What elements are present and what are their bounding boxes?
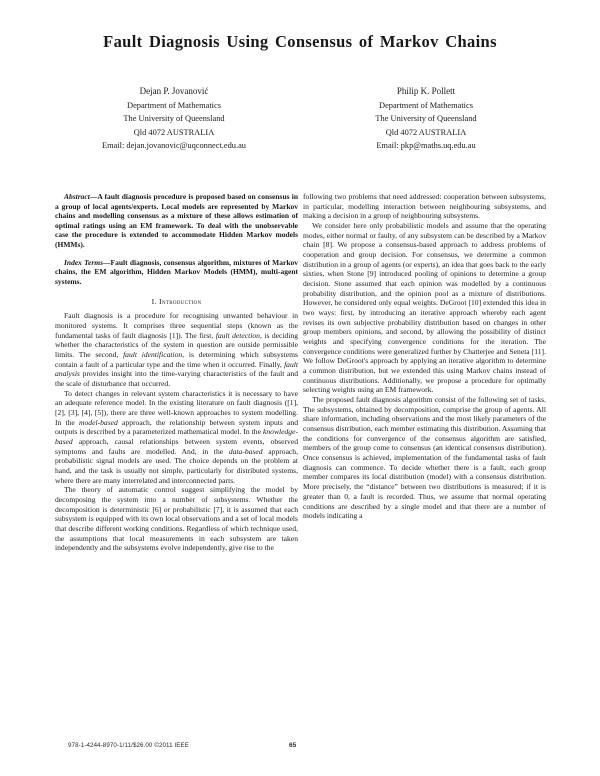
body-text: approach, causal relationships between system events, observed symptoms and faults are modelled. And, in the: [55, 437, 298, 456]
body-text: The proposed fault diagnosis algorithm consist of the following set of tasks. The subsystems, obtained by decomposition, comprise the group of agents. All share information, including observations and the most likely parameters of the consensus distribution, each member estimating this distribution. Assuming that the conditions for convergence of the consensus algorithm are satisfied, members of the group come to consensus (an identical consensus distribution). Once consensus is achieved, implementation of the fundamental tasks of fault diagnosis can commence. To decide whether there is a fault, each group member compares its local distribution (model) with a consensus distribution. More precisely, the “distance” between two distributions is measured; if it is greater than 0, a fault is recorded. Thus, we assume that normal operating conditions are described by a single model and that there are a number of models indicating a: [303, 395, 546, 521]
body-paragraph: [55, 311, 298, 388]
body-text: provides insight into the time-varying characteristics of the fault and the scale of disturbance that occurred.: [55, 369, 298, 388]
right-column-body: [303, 192, 546, 521]
author-location: Qld 4072 AUSTRALIA: [385, 127, 467, 137]
author-name: Dejan P. Jovanović: [139, 86, 209, 96]
body-text: We consider here only probabilistic models and assume that the operating modes, either normal or faulty, of any subsystem can be described by a Markov chain [8]. We propose a consensus-based approach to address problems of cooperation and group decision. For consensus, we determine a common distribution in a group of agents (or experts), an idea that goes back to the early sixties, when Stone [9] introduced pooling of opinions to determine a group decision. Stone assumed that each opinion was modelled by a continuous probability distribution, and the opinion pool as a mixture of distributions. However, he considered only equal weights. DeGroot [10] extended this idea in two ways: first, by introducing an iterative approach whereby each agent revises its own subjective probability distribution based on changes in other group members opinions, and second, by allowing the possibility of distinct weights and specifying convergence conditions for the iteration. The convergence conditions were generalized further by Chatterjee and Seneta [11]. We follow DeGroot's approach by applying an iterative algorithm to determine a common distribution, but we extended this using Markov chains instead of continuous distributions. Additionally, we propose a procedure for optimally selecting weights using an EM framework.: [303, 221, 546, 395]
footer-page-number: 65: [289, 742, 297, 749]
abstract-dash: —: [89, 192, 98, 201]
author-email: Email: dejan.jovanovic@uqconnect.edu.au: [102, 141, 246, 151]
column-left: [55, 192, 298, 553]
left-column-body: [55, 311, 298, 553]
body-text: approach, the relationship between system inputs and outputs is described by a parameterized mathematical model. In the: [55, 417, 298, 437]
author-department: Department of Mathematics: [379, 100, 473, 110]
author-institution: The University of Queensland: [123, 114, 225, 124]
section-title: Introduction: [159, 297, 202, 307]
body-text: To detect changes in relevant system characteristics it is necessary to have an adequate reference model. In the existing literature on fault diagnosis ([1], [2], [3], [4], [5]), there are three well-known approaches to system modelling. In the: [55, 388, 298, 427]
index-terms-paragraph: [55, 258, 298, 287]
body-text: The theory of automatic control suggest simplifying the model by decomposing the system into a number of subsystems. Whether the decomposition is deterministic [6] or probabilistic [7], it is assumed that each subsystem is equipped with its own local observations and a set of local models that describe different working conditions. Regardless of which technique used, the assumptions that local measurements in each subsystem are taken independently and the subsystems evolve independently, give rise to the: [55, 485, 298, 553]
abstract-body: A fault diagnosis procedure is proposed based on consensus in a group of local agents/experts. Local models are represented by Markov chains and modelling consensus as a mixture of these allows estimation of optimal ratings using an EM framework. To deal with the unobservable case the procedure is extended to accommodate Hidden Markov models (HMMs).: [55, 192, 298, 249]
column-right: [303, 192, 546, 521]
author-institution: The University of Queensland: [375, 114, 477, 124]
section-number: I.: [151, 297, 157, 307]
emphasised-term: knowledge-based: [55, 427, 298, 447]
page-footer: [0, 742, 600, 758]
body-text: , is deciding whether the characteristics of the system in question are outside permissible limits. The second,: [55, 330, 298, 359]
section-heading-introduction: [55, 297, 298, 307]
body-text: following two problems that need addressed: cooperation between subsystems, in particular, modelling interaction between neighbouring subsystems, and making a decision in a group of neighbouring subsystems.: [303, 192, 546, 221]
emphasised-term: fault identification: [123, 349, 183, 359]
author-block-1: [52, 84, 296, 153]
author-list: [52, 84, 548, 153]
emphasised-term: model-based: [79, 417, 118, 427]
abstract-paragraph: [55, 192, 298, 250]
author-location: Qld 4072 AUSTRALIA: [133, 127, 215, 137]
body-text: Fault diagnosis is a procedure for recognising unwanted behaviour in monitored systems. It comprises three sequential steps (known as the fundamental tasks of fault diagnosis [1]). The first,: [55, 311, 298, 340]
body-text: approach, probabilistic signal models are used. The choice depends on the problem at hand, and the task is usually not simple, particularly for distributed systems, where there are many interrelated and interconnected parts.: [55, 446, 299, 485]
body-paragraph: [303, 192, 546, 221]
index-terms-label: Index Terms: [64, 257, 104, 267]
index-terms-body: Fault diagnosis, consensus algorithm, mixtures of Markov chains, the EM algorithm, Hidden Markov Models (HMM), multi-agent systems.: [55, 257, 298, 286]
author-name: Philip K. Pollett: [396, 86, 456, 96]
emphasised-term: fault detection: [215, 330, 260, 340]
emphasised-term: data-based: [228, 446, 263, 456]
author-email: Email: pkp@maths.uq.edu.au: [376, 141, 476, 151]
emphasised-term: fault analysis: [55, 359, 298, 379]
index-terms-dash: —: [103, 257, 111, 267]
body-paragraph: [303, 221, 546, 395]
page-title: Fault Diagnosis Using Consensus of Markov Chains: [103, 32, 497, 51]
body-paragraph: [55, 389, 298, 486]
footer-copyright: 978-1-4244-8970-1/11/$26.00 ©2011 IEEE: [68, 742, 189, 749]
author-block-2: [304, 84, 548, 153]
body-paragraph: [55, 485, 298, 553]
body-paragraph: [303, 395, 546, 521]
abstract-label: Abstract: [64, 192, 90, 201]
author-department: Department of Mathematics: [127, 100, 221, 110]
body-text: , is determining which subsystems contain a fault of a particular type and the time when it occurred. Finally,: [55, 349, 298, 369]
